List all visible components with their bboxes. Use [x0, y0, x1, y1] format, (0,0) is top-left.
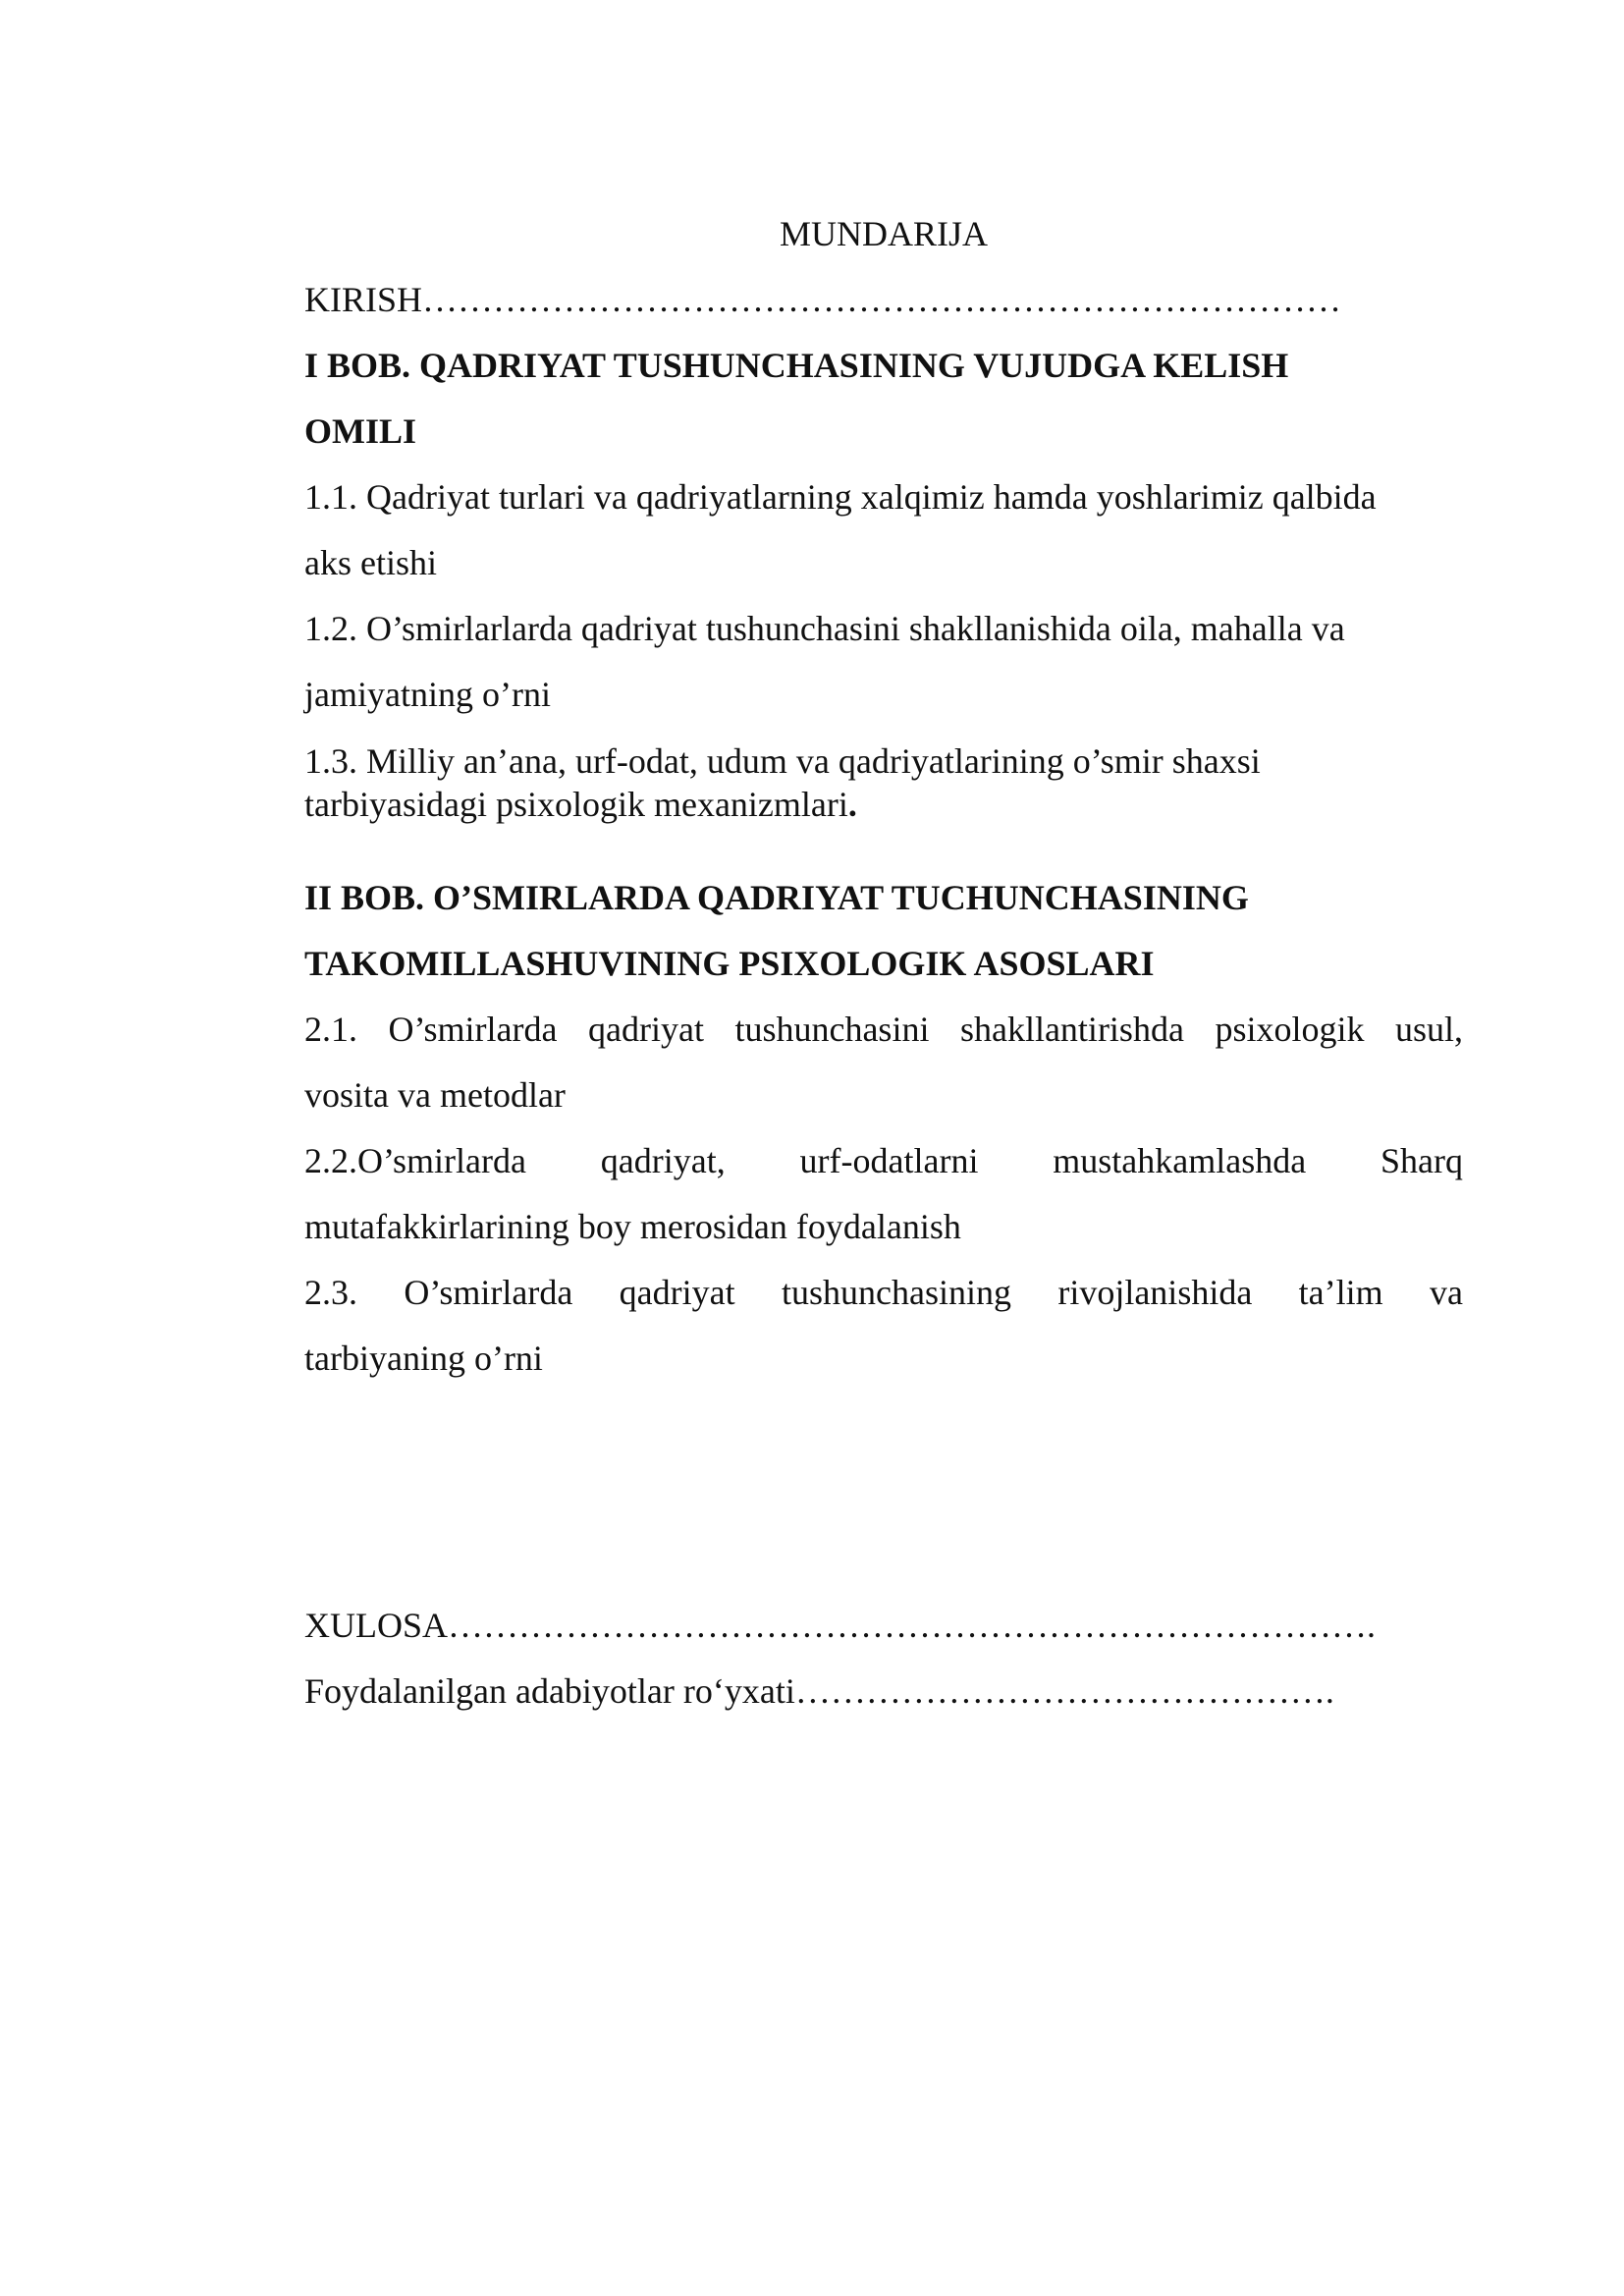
- toc-entry-references: Foydalanilgan adabiyotlar ro‘yxati……………………………………….: [304, 1671, 1334, 1711]
- toc-entry-2-2-line2: mutafakkirlarining boy merosidan foydalanish: [304, 1207, 961, 1246]
- toc-entry-2-1-line2: vosita va metodlar: [304, 1075, 566, 1115]
- table-of-contents: [304, 201, 1463, 1724]
- toc-entry-1-2-line1: 1.2. O’smirlarlarda qadriyat tushunchasini shakllanishida oila, mahalla va: [304, 609, 1345, 648]
- toc-entry-1-2-line2: jamiyatning o’rni: [304, 675, 551, 714]
- toc-entry-2-2-line1: 2.2.O’smirlarda qadriyat, urf-odatlarni mustahkamlashda Sharq: [304, 1141, 1463, 1180]
- chapter1-title-line1: I BOB. QADRIYAT TUSHUNCHASINING VUJUDGA KELISH: [304, 346, 1289, 385]
- chapter1-title-line2: OMILI: [304, 411, 417, 451]
- spacer: [304, 826, 1463, 865]
- toc-entry-1-3-line2: [304, 783, 1463, 826]
- toc-entry-2-1-line1: 2.1. O’smirlarda qadriyat tushunchasini shakllantirishda psixologik usul,: [304, 1010, 1463, 1049]
- toc-entry-2-3-line1: 2.3. O’smirlarda qadriyat tushunchasining rivojlanishida ta’lim va: [304, 1273, 1463, 1312]
- toc-entry-1-3-line1: 1.3. Milliy an’ana, urf-odat, udum va qadriyatlarining o’smir shaxsi: [304, 741, 1261, 781]
- toc-entry-2-3-line2: tarbiyaning o’rni: [304, 1339, 543, 1378]
- toc-entry-xulosa: XULOSA…………………………………………………………………….: [304, 1606, 1377, 1645]
- spacer: [304, 1392, 1463, 1593]
- chapter2-title-line2: TAKOMILLASHUVINING PSIXOLOGIK ASOSLARI: [304, 944, 1155, 983]
- toc-entry-kirish: KIRISH……………………………………………………………………: [304, 280, 1342, 319]
- chapter2-title-line1: II BOB. O’SMIRLARDA QADRIYAT TUCHUNCHASINING: [304, 878, 1249, 917]
- toc-entry-1-3-text: tarbiyasidagi psixologik mexanizmlari: [304, 785, 848, 824]
- toc-entry-1-1-line2: aks etishi: [304, 543, 437, 582]
- toc-entry-1-3-period: .: [847, 785, 857, 824]
- toc-entry-1-1-line1: 1.1. Qadriyat turlari va qadriyatlarning xalqimiz hamda yoshlarimiz qalbida: [304, 477, 1377, 517]
- page-title: MUNDARIJA: [779, 214, 988, 253]
